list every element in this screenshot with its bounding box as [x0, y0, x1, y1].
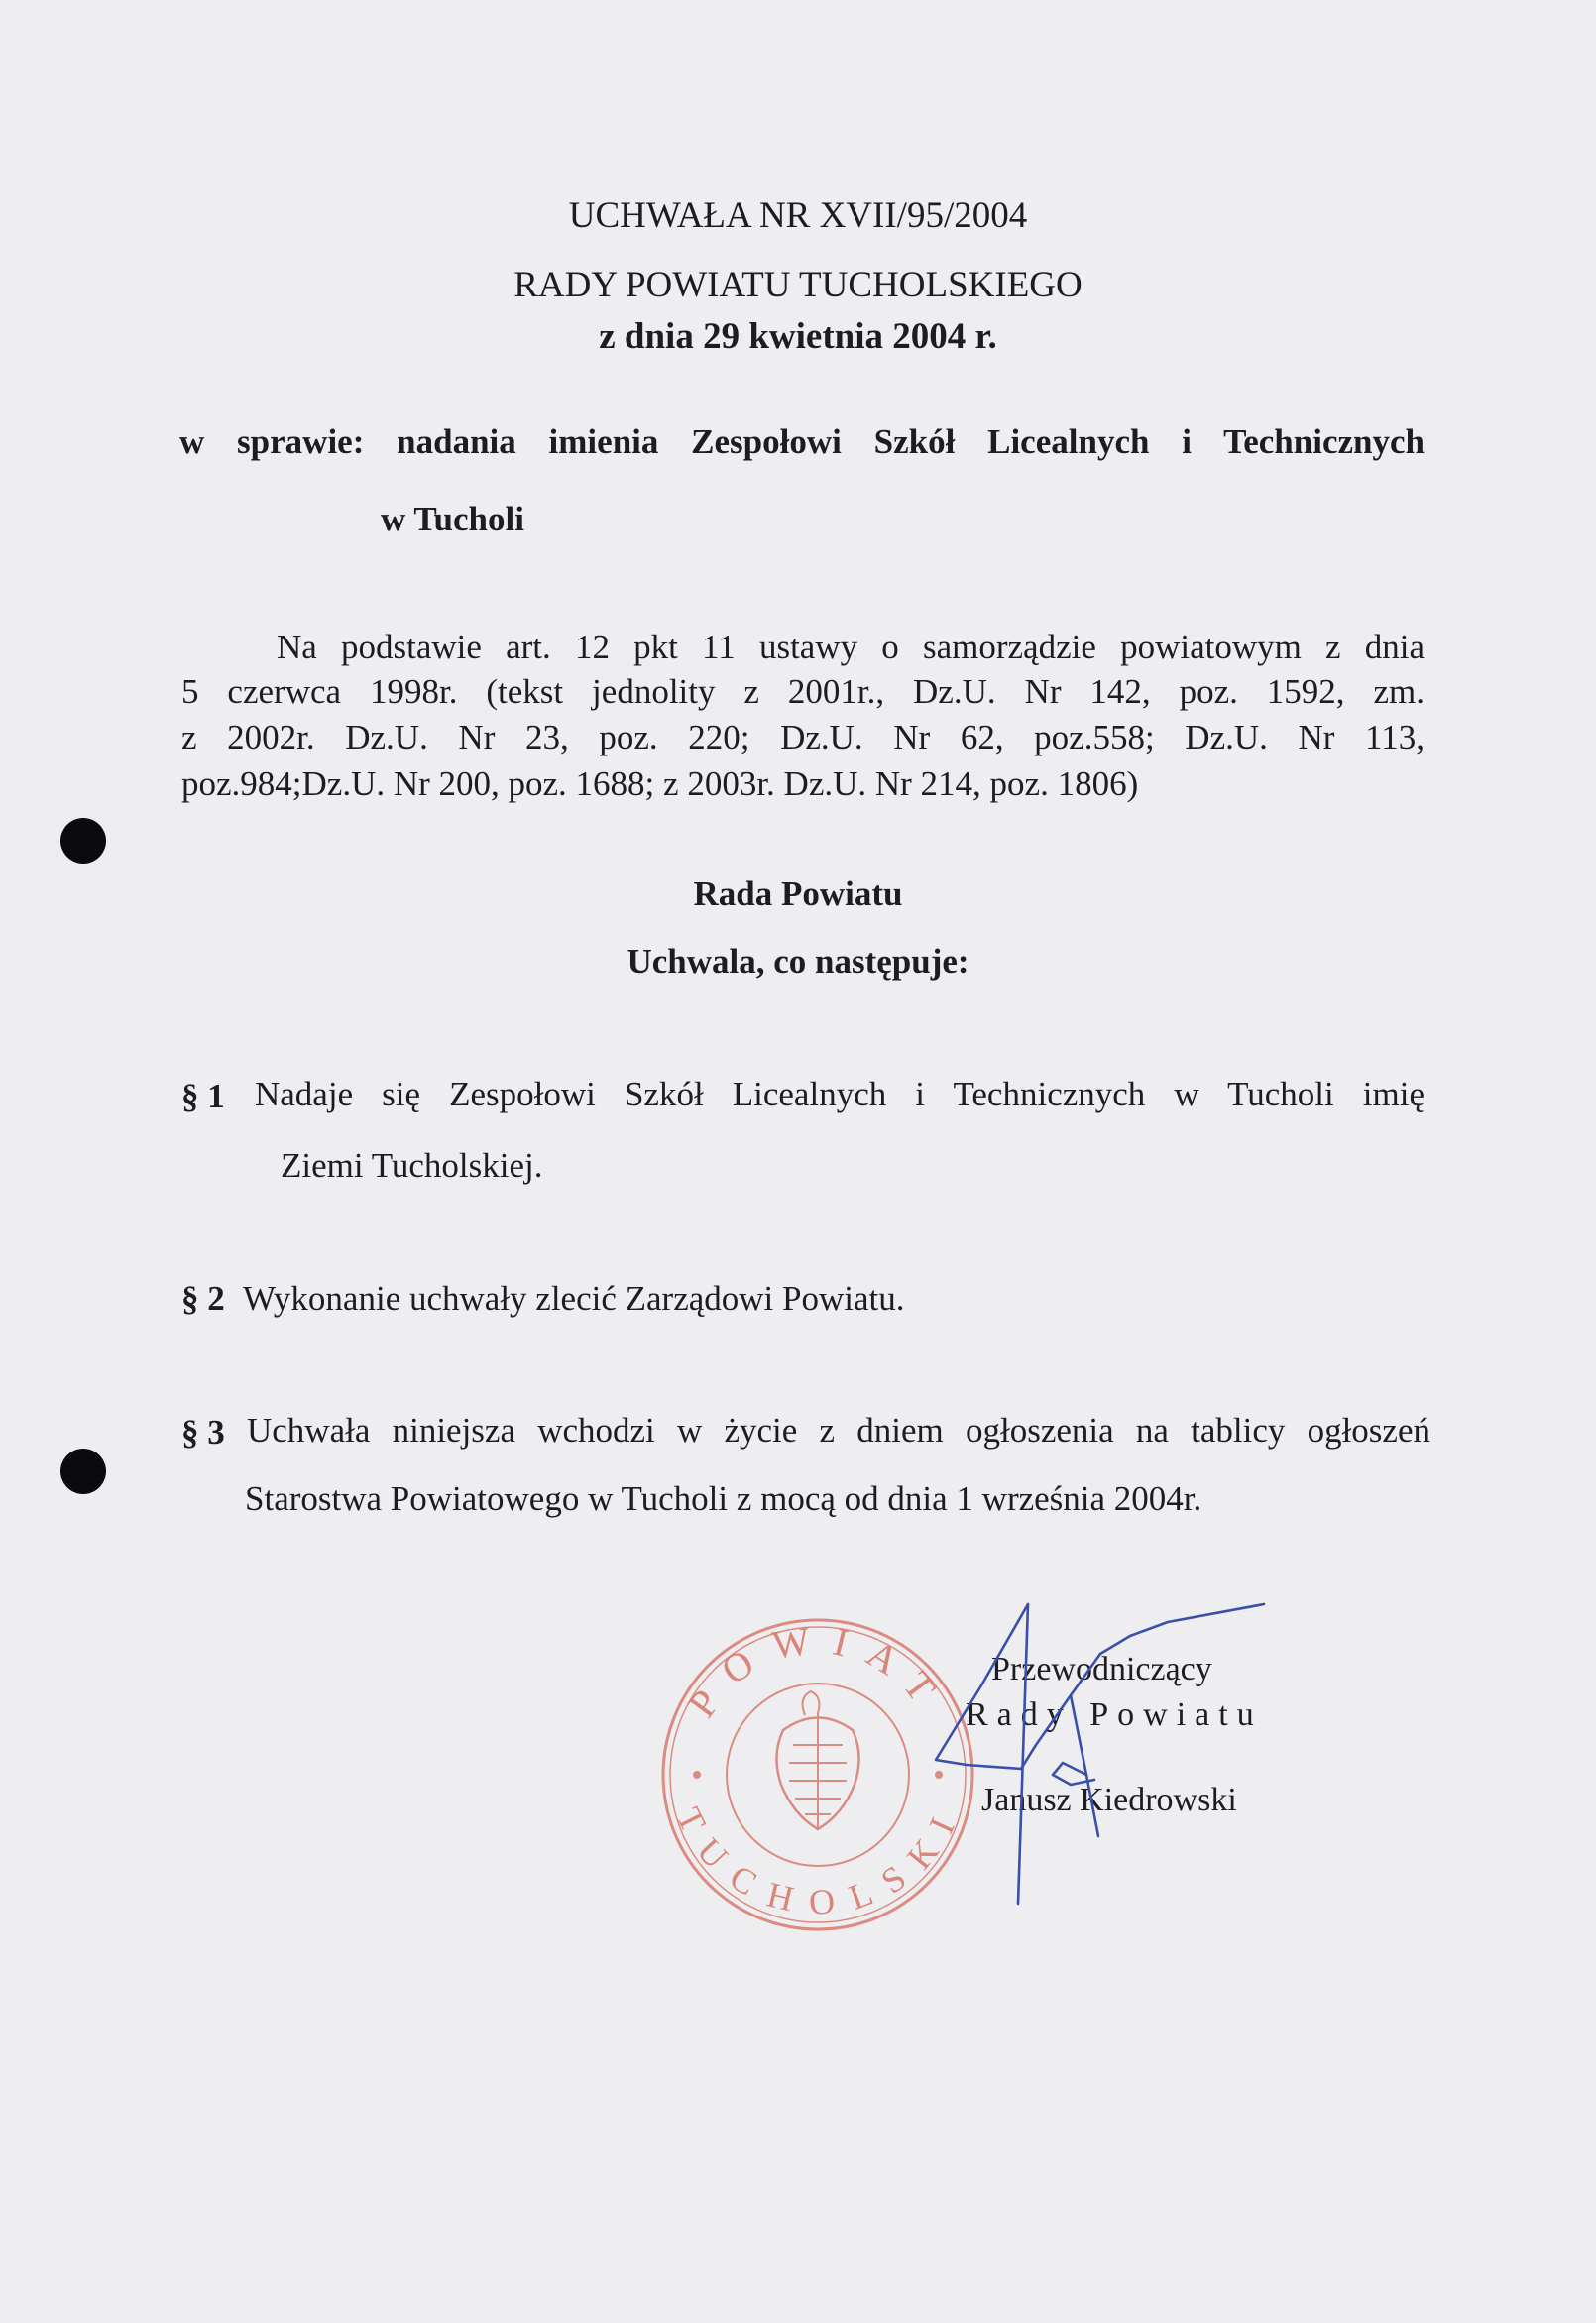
legal-basis-line-1: Na podstawie art. 12 pkt 11 ustawy o samorządzie powiatowym z dnia: [277, 628, 1425, 666]
paragraph-1-line-2: Ziemi Tucholskiej.: [281, 1146, 543, 1185]
stamp-text-top: POWIAT: [679, 1615, 957, 1726]
legal-basis-line-3: z 2002r. Dz.U. Nr 23, poz. 220; Dz.U. Nr 62, poz.558; Dz.U. Nr 113,: [181, 718, 1425, 756]
signatory-name: Janusz Kiedrowski: [981, 1782, 1237, 1818]
legal-basis-line-2: 5 czerwca 1998r. (tekst jednolity z 2001r., Dz.U. Nr 142, poz. 1592, zm.: [181, 672, 1425, 711]
legal-basis-line-4: poz.984;Dz.U. Nr 200, poz. 1688; z 2003r. Dz.U. Nr 214, poz. 1806): [181, 764, 1139, 803]
paragraph-3-line-2: Starostwa Powiatowego w Tucholi z mocą od dnia 1 września 2004r.: [245, 1479, 1202, 1518]
resolution-subheading: Uchwala, co następuje:: [627, 942, 969, 981]
council-name: RADY POWIATU TUCHOLSKIEGO: [513, 265, 1083, 305]
punch-hole-lower: [60, 1449, 106, 1494]
paragraph-3-mark: § 3: [181, 1413, 225, 1452]
resolution-heading: Rada Powiatu: [693, 874, 903, 913]
document-title: UCHWAŁA NR XVII/95/2004: [568, 195, 1028, 236]
paragraph-3-line-1: Uchwała niniejsza wchodzi w życie z dniem ogłoszenia na tablicy ogłoszeń: [247, 1411, 1430, 1450]
paragraph-1-line-1: Nadaje się Zespołowi Szkół Licealnych i Technicznych w Tucholi imię: [255, 1075, 1425, 1113]
stamp-text-bottom: TUCHOLSKI: [668, 1800, 968, 1922]
subject-line-1: w sprawie: nadania imienia Zespołowi Szkół Licealnych i Technicznych: [179, 422, 1425, 461]
subject-line-2: w Tucholi: [381, 500, 524, 538]
punch-hole-upper: [60, 818, 106, 864]
signatory-role-line-2: Rady Powiatu: [966, 1696, 1263, 1733]
paragraph-1-mark: § 1: [181, 1077, 225, 1115]
paragraph-2-line-1: Wykonanie uchwały zlecić Zarządowi Powiatu.: [243, 1279, 905, 1318]
svg-text:POWIAT: [679, 1616, 957, 1726]
paragraph-2-mark: § 2: [181, 1279, 225, 1318]
signatory-role-line-1: Przewodniczący: [991, 1651, 1212, 1687]
document-date: z dnia 29 kwietnia 2004 r.: [599, 316, 997, 357]
svg-text:TUCHOLSKI: [669, 1801, 967, 1922]
